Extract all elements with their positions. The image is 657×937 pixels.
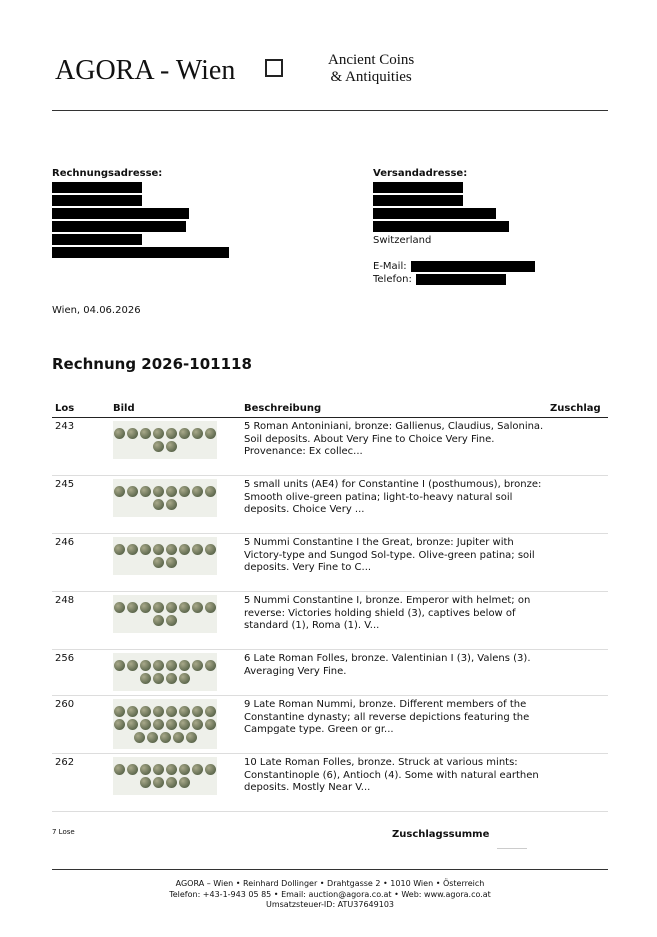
coin-photo bbox=[113, 595, 217, 633]
items-table bbox=[52, 400, 608, 812]
lot-description: 5 small units (AE4) for Constantine I (posthumous), bronze: Smooth olive-green patina; light-to-heavy natural soil deposits. Choice Very ... bbox=[241, 476, 547, 534]
coin-photo bbox=[113, 653, 217, 691]
total-value bbox=[497, 832, 527, 849]
lot-image-cell bbox=[110, 592, 241, 650]
redacted-block bbox=[52, 195, 142, 206]
coin-photo bbox=[113, 421, 217, 459]
lot-description: 5 Nummi Constantine I the Great, bronze: Jupiter with Victory-type and Sungod Sol-type. Olive-green patina; soil deposits. Very Fine to C... bbox=[241, 534, 547, 592]
lot-number: 243 bbox=[52, 418, 110, 476]
lot-number: 248 bbox=[52, 592, 110, 650]
table-row bbox=[52, 592, 608, 650]
redacted-block bbox=[416, 274, 506, 285]
lot-number: 256 bbox=[52, 650, 110, 696]
lot-image-cell bbox=[110, 534, 241, 592]
redacted-block bbox=[373, 195, 463, 206]
phone-label: Telefon: bbox=[373, 274, 412, 285]
coin-photo bbox=[113, 537, 217, 575]
invoice-title: Rechnung 2026-101118 bbox=[52, 355, 252, 373]
invoice-date: Wien, 04.06.2026 bbox=[52, 305, 141, 316]
redacted-block bbox=[52, 247, 229, 258]
lot-count: 7 Lose bbox=[52, 828, 75, 836]
coin-photo bbox=[113, 479, 217, 517]
email-label: E-Mail: bbox=[373, 261, 407, 272]
coin-photo bbox=[113, 699, 217, 749]
brand-name: AGORA - Wien bbox=[55, 55, 236, 86]
lot-image-cell bbox=[110, 476, 241, 534]
footer bbox=[52, 869, 608, 911]
table-row bbox=[52, 696, 608, 754]
col-header-beschreibung: Beschreibung bbox=[241, 400, 547, 418]
lot-number: 245 bbox=[52, 476, 110, 534]
phone-row bbox=[373, 273, 535, 286]
redacted-block bbox=[52, 182, 142, 193]
lot-hammer-price bbox=[547, 754, 608, 812]
lot-hammer-price bbox=[547, 650, 608, 696]
redacted-block bbox=[373, 208, 496, 219]
lot-description: 10 Late Roman Folles, bronze. Struck at various mints: Constantinople (6), Antioch (4). Some with natural earthen deposits. Mostly Near V... bbox=[241, 754, 547, 812]
footer-line-3: Umsatzsteuer-ID: ATU37649103 bbox=[265, 900, 394, 909]
letterhead bbox=[52, 40, 608, 111]
table-row bbox=[52, 754, 608, 812]
table-row bbox=[52, 650, 608, 696]
lot-hammer-price bbox=[547, 418, 608, 476]
lot-hammer-price bbox=[547, 696, 608, 754]
coin-photo bbox=[113, 757, 217, 795]
lot-image-cell bbox=[110, 696, 241, 754]
tagline-line-2: & Antiquities bbox=[330, 69, 412, 85]
lot-number: 260 bbox=[52, 696, 110, 754]
redacted-block bbox=[52, 221, 186, 232]
shipping-address bbox=[373, 167, 535, 286]
footer-line-1: AGORA – Wien • Reinhard Dollinger • Drahtgasse 2 • 1010 Wien • Österreich bbox=[175, 879, 485, 888]
table-row bbox=[52, 534, 608, 592]
lot-hammer-price bbox=[547, 476, 608, 534]
billing-address-title: Rechnungsadresse: bbox=[52, 168, 163, 179]
total-label: Zuschlagssumme bbox=[392, 829, 490, 840]
email-row bbox=[373, 260, 535, 273]
lot-description: 5 Nummi Constantine I, bronze. Emperor with helmet; on reverse: Victories holding shield (3), captives below of standard (1), Roma (1). V... bbox=[241, 592, 547, 650]
redacted-block bbox=[52, 234, 142, 245]
table-header-row bbox=[52, 400, 608, 418]
lot-description: 6 Late Roman Folles, bronze. Valentinian I (3), Valens (3). Averaging Very Fine. bbox=[241, 650, 547, 696]
table-row bbox=[52, 418, 608, 476]
lot-image-cell bbox=[110, 650, 241, 696]
shipping-country: Switzerland bbox=[373, 235, 432, 246]
lot-description: 9 Late Roman Nummi, bronze. Different members of the Constantine dynasty; all reverse depictions featuring the Campgate type. Green or gr... bbox=[241, 696, 547, 754]
col-header-los: Los bbox=[52, 400, 110, 418]
lot-image-cell bbox=[110, 754, 241, 812]
tagline bbox=[328, 52, 414, 86]
lot-hammer-price bbox=[547, 592, 608, 650]
lot-description: 5 Roman Antoniniani, bronze: Gallienus, Claudius, Salonina. Soil deposits. About Very Fine to Choice Very Fine. Provenance: Ex collec... bbox=[241, 418, 547, 476]
table-row bbox=[52, 476, 608, 534]
redacted-block bbox=[373, 182, 463, 193]
tagline-line-1: Ancient Coins bbox=[328, 52, 415, 68]
redacted-block bbox=[411, 261, 535, 272]
lot-image-cell bbox=[110, 418, 241, 476]
col-header-zuschlag: Zuschlag bbox=[547, 400, 608, 418]
footer-line-2: Telefon: +43-1-943 05 85 • Email: auction@agora.co.at • Web: www.agora.co.at bbox=[169, 889, 491, 899]
lot-number: 246 bbox=[52, 534, 110, 592]
lot-hammer-price bbox=[547, 534, 608, 592]
logo-square-icon bbox=[265, 59, 283, 77]
col-header-bild: Bild bbox=[110, 400, 241, 418]
shipping-address-title: Versandadresse: bbox=[373, 168, 468, 179]
redacted-block bbox=[52, 208, 189, 219]
lot-number: 262 bbox=[52, 754, 110, 812]
redacted-block bbox=[373, 221, 509, 232]
billing-address bbox=[52, 167, 229, 260]
